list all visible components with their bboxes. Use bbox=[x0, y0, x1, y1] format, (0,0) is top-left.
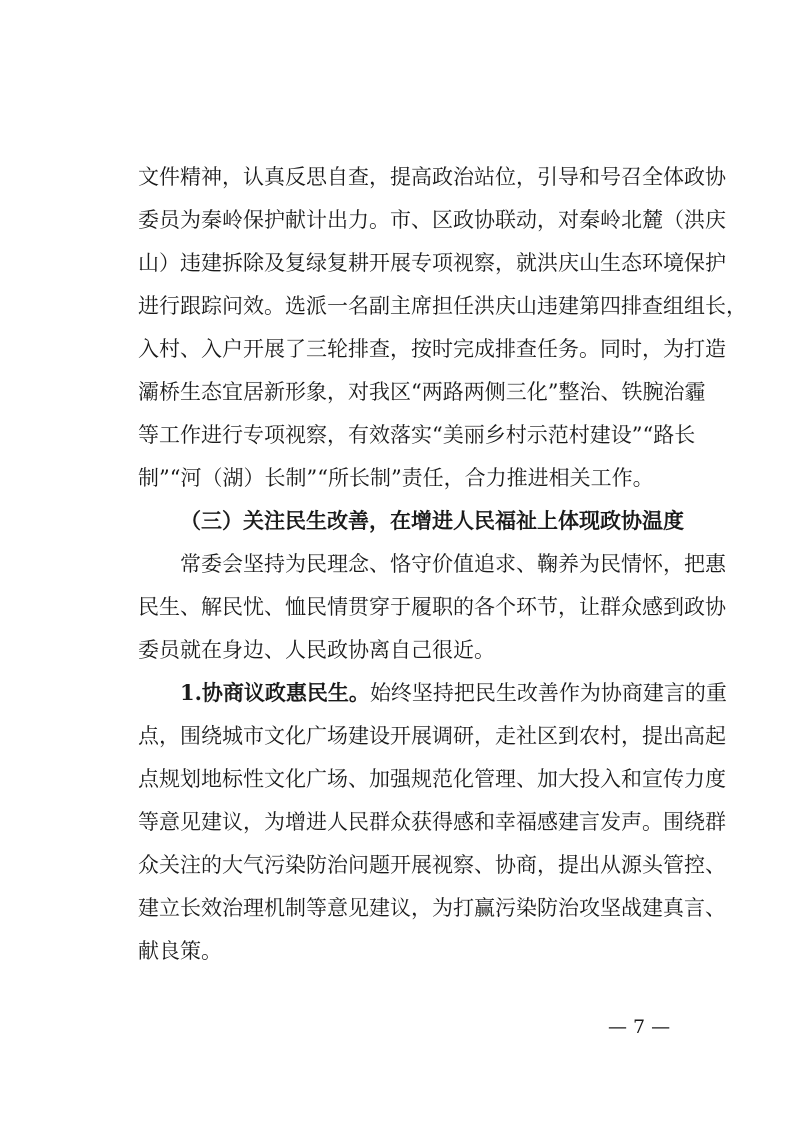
paragraph-line-8: 制”“河（湖）长制”“所长制”责任，合力推进相关工作。 bbox=[138, 466, 654, 490]
paragraph-line-15: 点规划地标性文化广场、加强规范化管理、加大投入和宣传力度 bbox=[138, 767, 726, 791]
paragraph-line-7: 等工作进行专项视察，有效落实“美丽乡村示范村建设”“路长 bbox=[138, 423, 696, 447]
paragraph-line-11: 民生、解民忧、恤民情贯穿于履职的各个环节，让群众感到政协 bbox=[138, 595, 726, 619]
section-heading: （三）关注民生改善，在增进人民福祉上体现政协温度 bbox=[180, 508, 684, 533]
paragraph-line-16: 等意见建议，为增进人民群众获得感和幸福感建言发声。围绕群 bbox=[138, 810, 726, 834]
paragraph-line-17: 众关注的大气污染防治问题开展视察、协商，提出从源头管控、 bbox=[138, 853, 726, 877]
paragraph-line-19: 献良策。 bbox=[138, 939, 222, 963]
paragraph-line-2: 委员为秦岭保护献计出力。市、区政协联动，对秦岭北麓（洪庆 bbox=[138, 208, 726, 232]
paragraph-line-14: 点，围绕城市文化广场建设开展调研，走社区到农村，提出高起 bbox=[138, 724, 726, 748]
page-number: — 7 — bbox=[608, 1016, 671, 1038]
paragraph-line-4: 进行跟踪问效。选派一名副主席担任洪庆山违建第四排查组组长， bbox=[138, 294, 747, 318]
subsection-text: 始终坚持把民生改善作为协商建言的重 bbox=[369, 681, 727, 705]
paragraph-line-6: 灞桥生态宜居新形象，对我区“两路两侧三化”整治、铁腕治霾 bbox=[138, 380, 706, 404]
paragraph-line-3: 山）违建拆除及复绿复耕开展专项视察，就洪庆山生态环境保护 bbox=[138, 251, 726, 275]
paragraph-line-1: 文件精神，认真反思自查，提高政治站位，引导和号召全体政协 bbox=[138, 165, 726, 189]
paragraph-line-10: 常委会坚持为民理念、恪守价值追求、鞠养为民情怀，把惠 bbox=[180, 552, 726, 576]
paragraph-line-12: 委员就在身边、人民政协离自己很近。 bbox=[138, 638, 495, 662]
paragraph-line-5: 入村、入户开展了三轮排查，按时完成排查任务。同时，为打造 bbox=[138, 337, 726, 361]
subsection-title: 1.协商议政惠民生。 bbox=[180, 680, 370, 705]
paragraph-line-18: 建立长效治理机制等意见建议，为打赢污染防治攻坚战建真言、 bbox=[138, 896, 726, 920]
subsection-line bbox=[180, 678, 727, 708]
